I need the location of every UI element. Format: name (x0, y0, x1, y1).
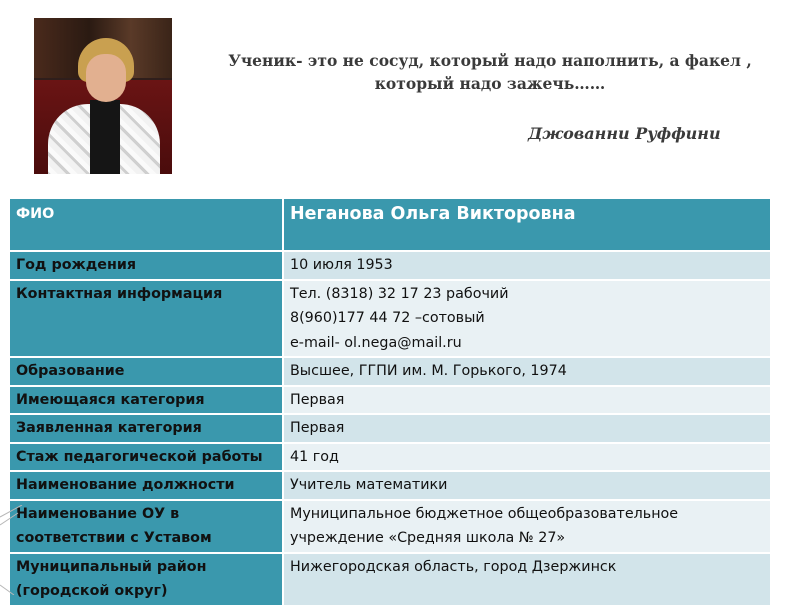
table-row (9, 414, 771, 443)
row-key: ФИО (9, 198, 283, 251)
row-value (283, 500, 771, 553)
row-key: Муниципальный район (городской округ) (9, 553, 283, 606)
row-key: Имеющаяся категория (9, 386, 283, 415)
row-value (283, 357, 771, 386)
value-line: 41 год (290, 448, 339, 465)
table-row (9, 553, 771, 606)
teacher-info-table (8, 197, 772, 607)
quote-line-1: Ученик- это не сосуд, который надо наполнить, а факел , (228, 51, 752, 70)
row-value (283, 280, 771, 358)
row-key: Образование (9, 357, 283, 386)
quote-line-2: который надо зажечь…… (374, 74, 606, 93)
table-row (9, 471, 771, 500)
value-line: 10 июля 1953 (290, 257, 393, 273)
table-row (9, 251, 771, 280)
row-key: Заявленная категория (9, 414, 283, 443)
row-value (283, 198, 771, 251)
row-value (283, 386, 771, 415)
value-line: Первая (290, 420, 345, 436)
row-value (283, 414, 771, 443)
value-line: Первая (290, 391, 345, 408)
row-key: Год рождения (9, 251, 283, 280)
value-line: Высшее, ГГПИ им. М. Горького, 1974 (290, 363, 567, 379)
row-value (283, 553, 771, 606)
value-line: Учитель математики (290, 477, 448, 493)
table-row (9, 198, 771, 251)
row-key: Наименование ОУ в соответствии с Уставом (9, 500, 283, 553)
table-row (9, 443, 771, 472)
row-value (283, 471, 771, 500)
value-line: e-mail- ol.nega@mail.ru (290, 334, 462, 351)
value-line: Муниципальное бюджетное общеобразовательное учреждение «Средняя школа № 27» (290, 505, 679, 546)
row-value (283, 443, 771, 472)
row-key: Наименование должности (9, 471, 283, 500)
table-row (9, 357, 771, 386)
table-row (9, 386, 771, 415)
value-line: 8(960)177 44 72 –сотовый (290, 310, 485, 326)
value-line: Неганова Ольга Викторовна (290, 204, 576, 224)
value-line: Тел. (8318) 32 17 23 рабочий (290, 285, 509, 302)
value-line: Нижегородская область, город Дзержинск (290, 558, 617, 575)
decorative-lines (0, 505, 40, 595)
row-value (283, 251, 771, 280)
quote-author: Джованни Руффини (528, 124, 721, 143)
portrait-photo (34, 18, 172, 174)
row-key: Контактная информация (9, 280, 283, 358)
table-row (9, 280, 771, 358)
row-key: Стаж педагогической работы (9, 443, 283, 472)
table-row (9, 500, 771, 553)
quote-text (200, 49, 780, 95)
